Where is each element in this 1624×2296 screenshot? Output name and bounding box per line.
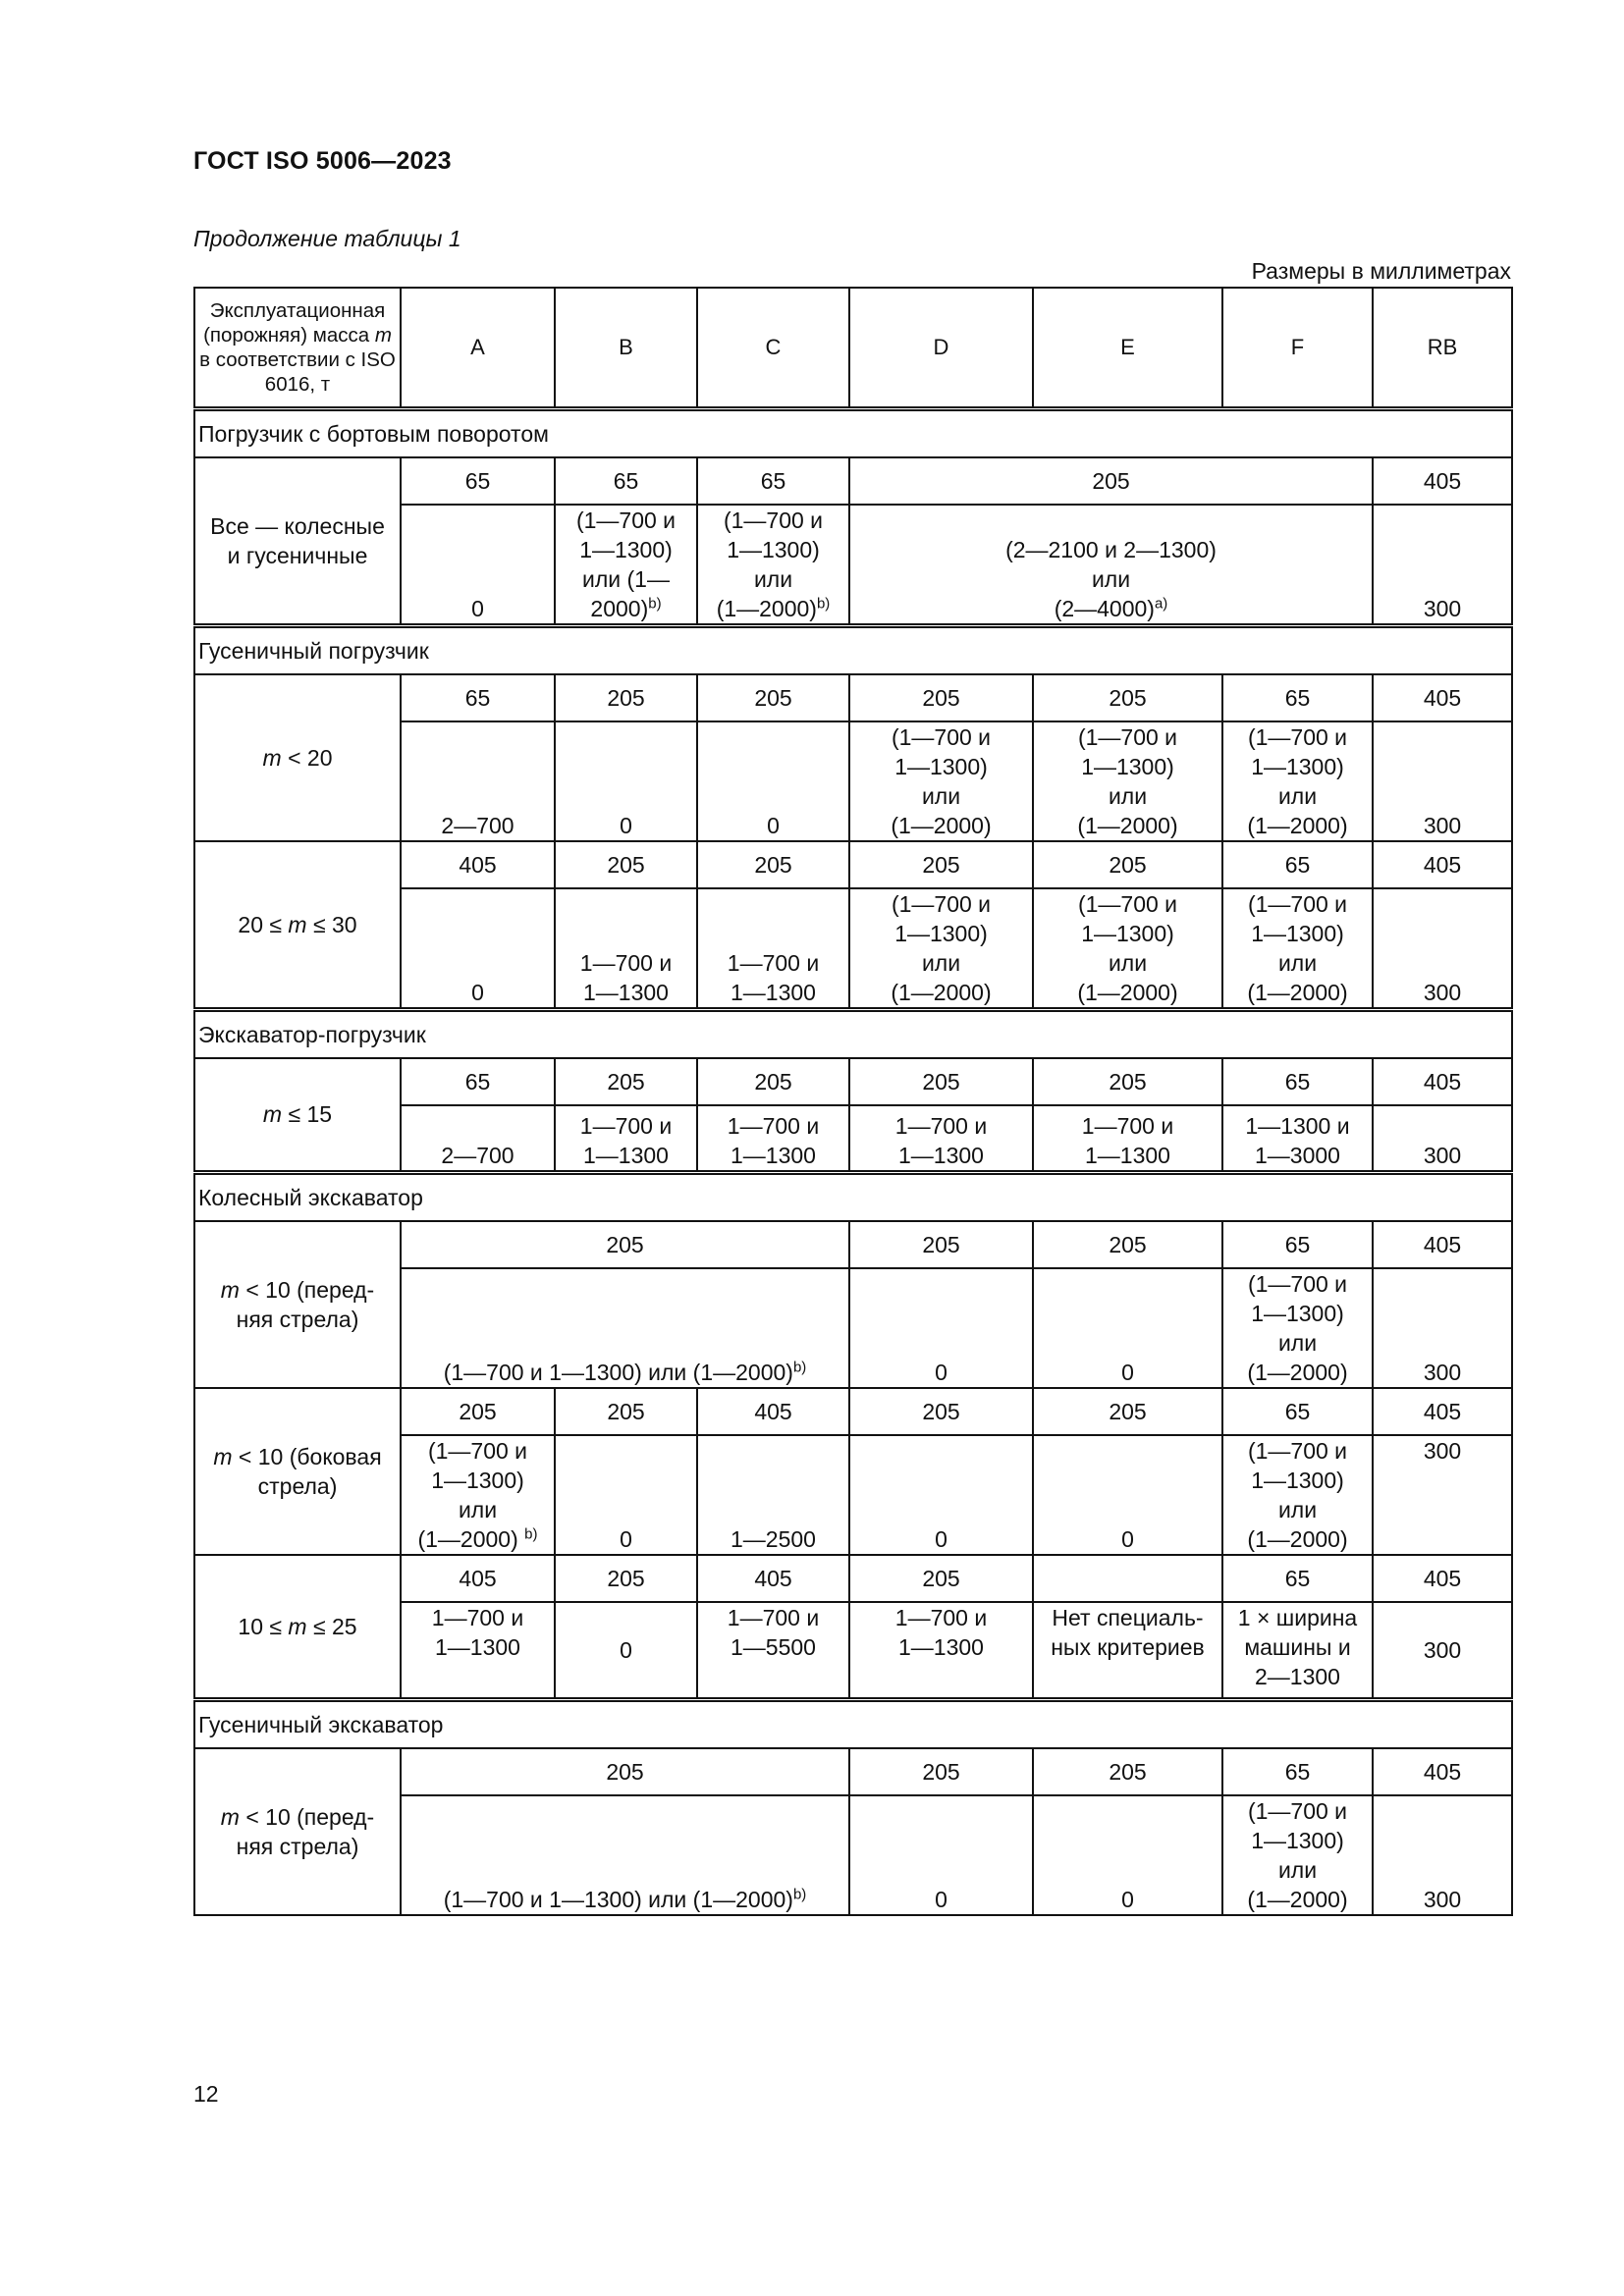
section-row bbox=[194, 626, 1512, 675]
table-cell: (1—700 и 1—1300) или (1—2000) bbox=[1222, 1268, 1373, 1388]
table-row bbox=[194, 1221, 1512, 1268]
table-cell: 405 bbox=[401, 1555, 555, 1602]
cell-value: (1—700 и 1—1300) или (1—2000) bbox=[716, 507, 824, 621]
cell-value: (1—700 и 1—1300) или (1—2000) bbox=[443, 1359, 793, 1385]
table-cell bbox=[1033, 1555, 1222, 1602]
table-cell: 0 bbox=[697, 721, 849, 841]
table-cell: 205 bbox=[849, 1058, 1033, 1105]
table-cell: 0 bbox=[401, 888, 555, 1010]
table-cell: 65 bbox=[1222, 1388, 1373, 1435]
table-cell: 405 bbox=[697, 1388, 849, 1435]
table-cell: (1—700 и 1—1300) или (1—2000) bbox=[1222, 888, 1373, 1010]
footnote-marker: b) bbox=[816, 595, 831, 613]
table-cell: 1—700 и 1—1300 bbox=[697, 888, 849, 1010]
table-cell: 205 bbox=[555, 674, 697, 721]
table-cell: 0 bbox=[1033, 1795, 1222, 1915]
table-cell: 300 bbox=[1373, 721, 1512, 841]
document-title: ГОСТ ISO 5006—2023 bbox=[193, 147, 452, 175]
section-title: Погрузчик с бортовым поворотом bbox=[194, 409, 1512, 458]
table-cell: 65 bbox=[1222, 1221, 1373, 1268]
footnote-marker: b) bbox=[524, 1524, 538, 1542]
column-header-mass: Эксплуатационная (порожняя) масса m в соответствии с ISO 6016, т bbox=[194, 288, 401, 409]
table-cell: 0 bbox=[849, 1795, 1033, 1915]
table-cell: 205 bbox=[401, 1748, 849, 1795]
table-cell: 65 bbox=[1222, 1555, 1373, 1602]
table-cell: 2—700 bbox=[401, 721, 555, 841]
table-cell: 205 bbox=[555, 1058, 697, 1105]
table-cell: 1—700 и 1—1300 bbox=[849, 1602, 1033, 1700]
table-cell: 65 bbox=[1222, 1748, 1373, 1795]
table-cell: Нет специаль- ных критериев bbox=[1033, 1602, 1222, 1700]
table-cell: 0 bbox=[1033, 1268, 1222, 1388]
table-cell: 405 bbox=[1373, 1748, 1512, 1795]
table-cell: 1—700 и 1—1300 bbox=[697, 1105, 849, 1172]
table-cell: 205 bbox=[697, 674, 849, 721]
table-cell: 300 bbox=[1373, 1105, 1512, 1172]
table-cell: 405 bbox=[1373, 1221, 1512, 1268]
table-cell: 1—700 и 1—1300 bbox=[401, 1602, 555, 1700]
table-row bbox=[194, 841, 1512, 888]
section-row bbox=[194, 1700, 1512, 1749]
units-note: Размеры в миллиметрах bbox=[1251, 258, 1511, 284]
table-cell: 1 × ширина машины и 2—1300 bbox=[1222, 1602, 1373, 1700]
table-cell: 205 bbox=[1033, 674, 1222, 721]
mass-label: m < 10 (боковая стрела) bbox=[194, 1388, 401, 1555]
table-cell: 0 bbox=[401, 505, 555, 626]
table-cell bbox=[849, 505, 1373, 626]
table-cell: (1—700 и 1—1300) или (1—2000) bbox=[849, 721, 1033, 841]
table-cell: 205 bbox=[849, 457, 1373, 505]
table-cell: 405 bbox=[1373, 1058, 1512, 1105]
table-cell: 205 bbox=[849, 674, 1033, 721]
table-cell: 205 bbox=[849, 1748, 1033, 1795]
table-cell: 205 bbox=[555, 1555, 697, 1602]
column-header-d: D bbox=[849, 288, 1033, 409]
section-title: Экскаватор-погрузчик bbox=[194, 1010, 1512, 1059]
table-cell: 405 bbox=[1373, 674, 1512, 721]
table-header-row bbox=[194, 288, 1512, 409]
table-cell: 205 bbox=[555, 1388, 697, 1435]
section-row bbox=[194, 1010, 1512, 1059]
table-cell: 300 bbox=[1373, 1268, 1512, 1388]
table-cell: 205 bbox=[555, 841, 697, 888]
table-cell: 205 bbox=[849, 1221, 1033, 1268]
table-cell: 1—700 и 1—1300 bbox=[555, 1105, 697, 1172]
table-cell: (1—700 и 1—1300) или (1—2000) bbox=[1222, 1795, 1373, 1915]
table-cell: 205 bbox=[401, 1221, 849, 1268]
table-cell: 205 bbox=[849, 841, 1033, 888]
section-title: Гусеничный погрузчик bbox=[194, 626, 1512, 675]
table-row bbox=[194, 1058, 1512, 1105]
table-cell: 1—1300 и 1—3000 bbox=[1222, 1105, 1373, 1172]
table-cell: 1—700 и 1—1300 bbox=[1033, 1105, 1222, 1172]
mass-label: m < 10 (перед- няя стрела) bbox=[194, 1221, 401, 1388]
table-cell: 65 bbox=[401, 674, 555, 721]
mass-label: 20 ≤ m ≤ 30 bbox=[194, 841, 401, 1010]
table-row bbox=[194, 1748, 1512, 1795]
table-cell: 405 bbox=[1373, 457, 1512, 505]
table-cell: 205 bbox=[1033, 1748, 1222, 1795]
mass-label: 10 ≤ m ≤ 25 bbox=[194, 1555, 401, 1700]
table-cell bbox=[401, 1795, 849, 1915]
footnote-marker: a) bbox=[1154, 595, 1168, 613]
column-header-b: B bbox=[555, 288, 697, 409]
table-row bbox=[194, 457, 1512, 505]
table-cell: 65 bbox=[401, 457, 555, 505]
mass-label: m < 20 bbox=[194, 674, 401, 841]
section-title: Колесный экскаватор bbox=[194, 1172, 1512, 1221]
table-cell: 65 bbox=[555, 457, 697, 505]
table-cell bbox=[697, 505, 849, 626]
table-cell: 0 bbox=[555, 1435, 697, 1555]
table-cell: (1—700 и 1—1300) или (1—2000) bbox=[1222, 1435, 1373, 1555]
table-cell: 205 bbox=[1033, 1058, 1222, 1105]
table-cell: 300 bbox=[1373, 505, 1512, 626]
table-row bbox=[194, 1388, 1512, 1435]
table-cell: 1—700 и 1—5500 bbox=[697, 1602, 849, 1700]
table-cell: 205 bbox=[1033, 1388, 1222, 1435]
table-row bbox=[194, 674, 1512, 721]
section-row bbox=[194, 1172, 1512, 1221]
cell-value: (1—700 и 1—1300) или (1—2000) bbox=[417, 1437, 528, 1552]
table-cell: 205 bbox=[1033, 1221, 1222, 1268]
section-title: Гусеничный экскаватор bbox=[194, 1700, 1512, 1749]
cell-value: (2—2100 и 2—1300) или (2—4000) bbox=[1005, 537, 1217, 621]
table-cell: (1—700 и 1—1300) или (1—2000) bbox=[1222, 721, 1373, 841]
table-cell: 405 bbox=[401, 841, 555, 888]
table-cell: 65 bbox=[697, 457, 849, 505]
column-header-a: A bbox=[401, 288, 555, 409]
column-header-c: C bbox=[697, 288, 849, 409]
table-cell: 205 bbox=[849, 1555, 1033, 1602]
table-cell: (1—700 и 1—1300) или (1—2000) bbox=[1033, 721, 1222, 841]
dimensions-table bbox=[193, 287, 1513, 1916]
table-cell: 0 bbox=[1033, 1435, 1222, 1555]
mass-label: m ≤ 15 bbox=[194, 1058, 401, 1172]
table-cell: 205 bbox=[1033, 841, 1222, 888]
footnote-marker: b) bbox=[792, 1358, 807, 1375]
table-cell: 1—2500 bbox=[697, 1435, 849, 1555]
table-row bbox=[194, 1555, 1512, 1602]
table-cell: 65 bbox=[1222, 674, 1373, 721]
table-cell: 405 bbox=[1373, 1555, 1512, 1602]
mass-label: m < 10 (перед- няя стрела) bbox=[194, 1748, 401, 1915]
section-row bbox=[194, 409, 1512, 458]
table-cell: 1—700 и 1—1300 bbox=[849, 1105, 1033, 1172]
table-cell: 205 bbox=[849, 1388, 1033, 1435]
table-cell: 0 bbox=[849, 1268, 1033, 1388]
table-cell: 205 bbox=[697, 1058, 849, 1105]
table-cell: 205 bbox=[401, 1388, 555, 1435]
table-cell: 0 bbox=[849, 1435, 1033, 1555]
table-cell bbox=[401, 1435, 555, 1555]
table-caption: Продолжение таблицы 1 bbox=[193, 226, 461, 251]
table-cell: (1—700 и 1—1300) или (1—2000) bbox=[1033, 888, 1222, 1010]
table-cell: 405 bbox=[1373, 841, 1512, 888]
table-cell: 205 bbox=[697, 841, 849, 888]
table-cell: 0 bbox=[555, 1602, 697, 1700]
table-cell: 2—700 bbox=[401, 1105, 555, 1172]
column-header-rb: RB bbox=[1373, 288, 1512, 409]
table-cell: 65 bbox=[401, 1058, 555, 1105]
table-cell: 300 bbox=[1373, 888, 1512, 1010]
cell-value: (1—700 и 1—1300) или (1—2000) bbox=[443, 1887, 793, 1912]
table-cell: 300 bbox=[1373, 1795, 1512, 1915]
table-cell: 405 bbox=[1373, 1388, 1512, 1435]
footnote-marker: b) bbox=[792, 1886, 807, 1903]
page-number: 12 bbox=[193, 2081, 219, 2107]
table-cell: 300 bbox=[1373, 1435, 1512, 1555]
table-cell bbox=[401, 1268, 849, 1388]
table-cell: 300 bbox=[1373, 1602, 1512, 1700]
table-cell: 0 bbox=[555, 721, 697, 841]
table-cell bbox=[555, 505, 697, 626]
table-cell: 65 bbox=[1222, 841, 1373, 888]
table-cell: 1—700 и 1—1300 bbox=[555, 888, 697, 1010]
footnote-marker: b) bbox=[648, 595, 662, 613]
mass-label: Все — колесные и гусеничные bbox=[194, 457, 401, 626]
column-header-f: F bbox=[1222, 288, 1373, 409]
table-cell: (1—700 и 1—1300) или (1—2000) bbox=[849, 888, 1033, 1010]
table-cell: 65 bbox=[1222, 1058, 1373, 1105]
column-header-e: E bbox=[1033, 288, 1222, 409]
table-cell: 405 bbox=[697, 1555, 849, 1602]
cell-value: (1—700 и 1—1300) или (1— 2000) bbox=[575, 507, 677, 621]
